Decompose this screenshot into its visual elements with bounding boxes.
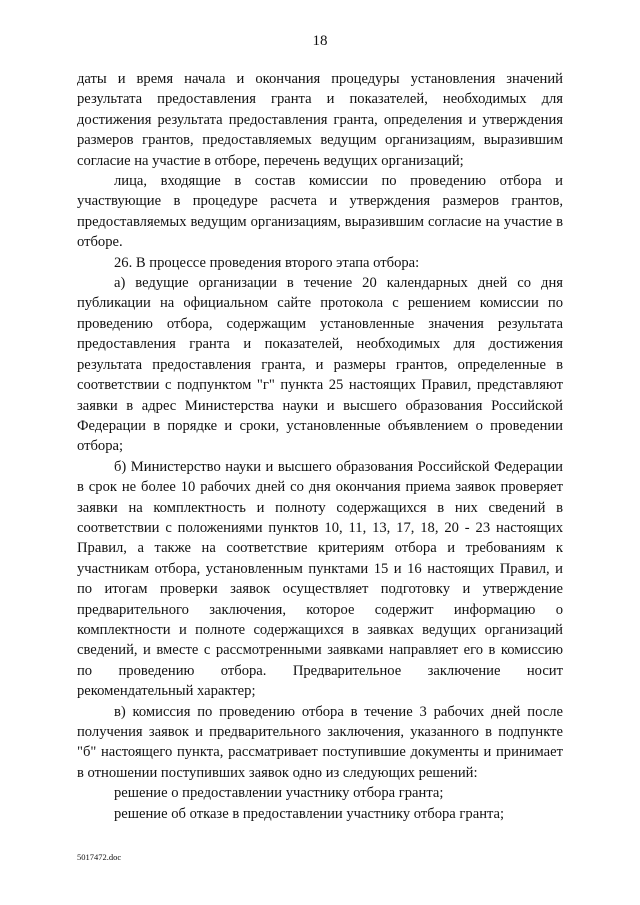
paragraph-subclause-b: б) Министерство науки и высшего образования Российской Федерации в срок не более 10 рабочих дней со дня окончания приема заявок проверяет заявки на комплектность и полноту содержащихся в них сведений в соответствии с положениями пунктов 10, 11, 13, 17, 18, 20 - 23 настоящих Правил, а также на соответствие критериям отбора и требованиям к участникам отбора, установленным пунктами 15 и 16 настоящих Правил, и по итогам проверки заявок осуществляет подготовку и утверждение предварительного заключения, которое содержит информацию о комплектности и полноте содержащихся в заявках ведущих организаций сведений, и вместе с рассмотренными заявками направляет его в комиссию по проведению отбора. Предварительное заключение носит рекомендательный характер; <box>77 458 563 700</box>
paragraph-subclause-a: а) ведущие организации в течение 20 календарных дней со дня публикации на официальном сайте протокола с решением комиссии по проведению отбора, содержащим установленные значения результата предоставления гранта и показателей, необходимых для достижения результата предоставления гранта, и размеры грантов, определенные в соответствии с подпунктом "г" пункта 25 настоящих Правил, представляют заявки в адрес Министерства науки и высшего образования Российской Федерации в порядке и сроки, установленные объявлением о проведении отбора; <box>77 275 563 455</box>
footer-file-code: 5017472.doc <box>77 852 122 862</box>
page-number: 18 <box>312 33 328 49</box>
paragraph-clause-26: 26. В процессе проведения второго этапа отбора: <box>114 254 420 271</box>
paragraph-subclause-v: в) комиссия по проведению отбора в течение 3 рабочих дней после получения заявок и предварительного заключения, указанного в подпункте "б" настоящего пункта, рассматривает поступившие документы и принимает в отношении поступивших заявок одно из следующих решений: <box>77 703 563 781</box>
paragraph-commission-members: лица, входящие в состав комиссии по проведению отбора и участвующие в процедуре расчета и утверждения размеров грантов, предоставляемых ведущим организациям, выразившим согласие на участие в отборе. <box>77 173 563 251</box>
document-body <box>77 69 563 824</box>
paragraph-decision-refusal: решение об отказе в предоставлении участнику отбора гранта; <box>114 805 505 822</box>
paragraph-decision-grant: решение о предоставлении участнику отбора гранта; <box>114 785 444 802</box>
paragraph-dates-continuation: даты и время начала и окончания процедуры установления значений результата предоставления гранта и показателей, необходимых для достижения результата предоставления гранта, определения и утверждения размеров грантов, предоставляемых ведущим организациям, выразившим согласие на участие в отборе, перечень ведущих организаций; <box>77 71 563 169</box>
